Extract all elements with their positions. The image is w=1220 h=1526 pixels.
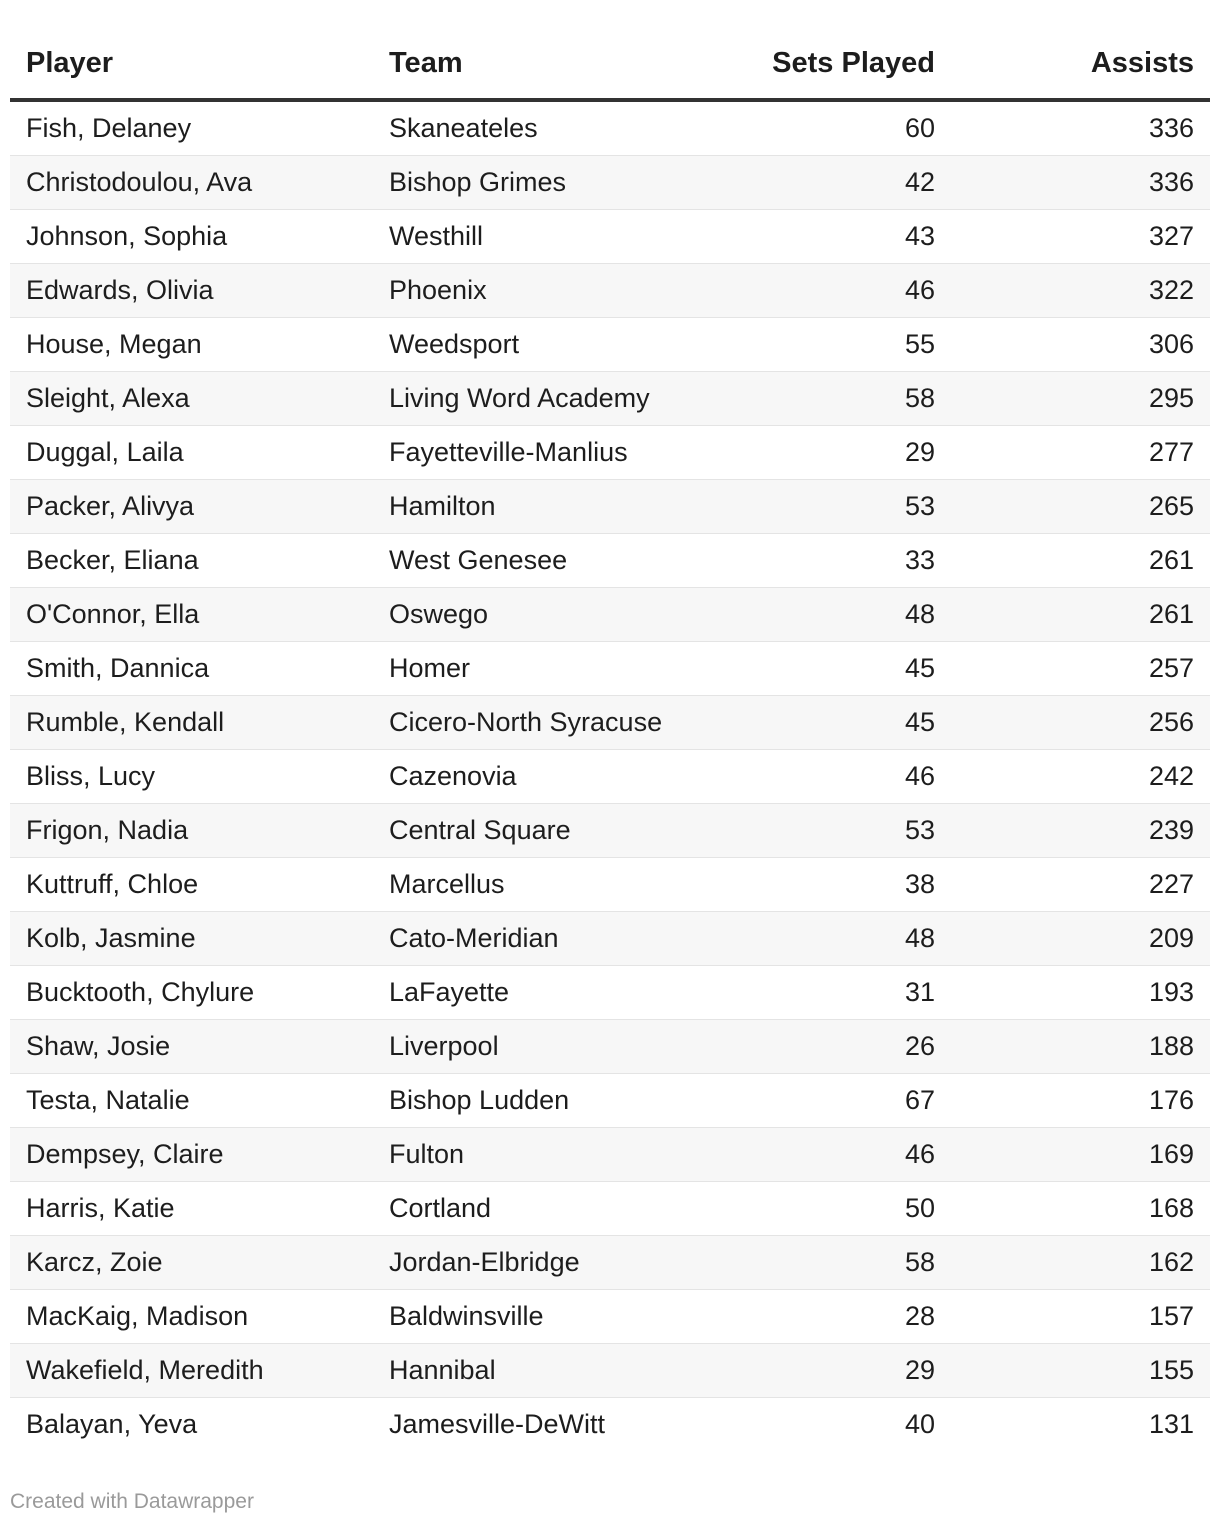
cell-assists: 265 bbox=[951, 480, 1210, 534]
cell-player: Bucktooth, Chylure bbox=[10, 966, 373, 1020]
cell-assists: 327 bbox=[951, 210, 1210, 264]
table-row bbox=[10, 1344, 1210, 1398]
cell-team: Cortland bbox=[373, 1182, 673, 1236]
cell-team: Cato-Meridian bbox=[373, 912, 673, 966]
cell-sets-played: 43 bbox=[673, 210, 951, 264]
table-row bbox=[10, 264, 1210, 318]
cell-sets-played: 60 bbox=[673, 100, 951, 156]
cell-assists: 261 bbox=[951, 534, 1210, 588]
column-header-sets-played[interactable]: Sets Played bbox=[673, 28, 951, 100]
datawrapper-credit[interactable]: Created with Datawrapper bbox=[10, 1490, 254, 1513]
cell-team: LaFayette bbox=[373, 966, 673, 1020]
table-row bbox=[10, 480, 1210, 534]
cell-player: Edwards, Olivia bbox=[10, 264, 373, 318]
table-row bbox=[10, 210, 1210, 264]
cell-player: Becker, Eliana bbox=[10, 534, 373, 588]
cell-team: Bishop Grimes bbox=[373, 156, 673, 210]
cell-player: Duggal, Laila bbox=[10, 426, 373, 480]
cell-team: Marcellus bbox=[373, 858, 673, 912]
cell-team: Cazenovia bbox=[373, 750, 673, 804]
cell-player: Karcz, Zoie bbox=[10, 1236, 373, 1290]
header-row bbox=[10, 28, 1210, 100]
cell-team: West Genesee bbox=[373, 534, 673, 588]
cell-sets-played: 53 bbox=[673, 480, 951, 534]
cell-sets-played: 45 bbox=[673, 696, 951, 750]
cell-player: Fish, Delaney bbox=[10, 100, 373, 156]
table-header bbox=[10, 28, 1210, 100]
cell-player: House, Megan bbox=[10, 318, 373, 372]
cell-sets-played: 33 bbox=[673, 534, 951, 588]
table-row bbox=[10, 426, 1210, 480]
cell-player: Kolb, Jasmine bbox=[10, 912, 373, 966]
cell-assists: 257 bbox=[951, 642, 1210, 696]
cell-player: Balayan, Yeva bbox=[26, 1409, 198, 1439]
cell-sets-played: 29 bbox=[673, 426, 951, 480]
cell-player: Johnson, Sophia bbox=[10, 210, 373, 264]
cell-assists: 322 bbox=[951, 264, 1210, 318]
table-row bbox=[10, 1398, 1210, 1452]
cell-assists: 155 bbox=[951, 1344, 1210, 1398]
cell-assists: 188 bbox=[951, 1020, 1210, 1074]
cell-player: Packer, Alivya bbox=[10, 480, 373, 534]
cell-sets-played: 46 bbox=[673, 264, 951, 318]
cell-assists: 239 bbox=[951, 804, 1210, 858]
cell-assists: 193 bbox=[951, 966, 1210, 1020]
cell-player: Shaw, Josie bbox=[10, 1020, 373, 1074]
table-row bbox=[10, 588, 1210, 642]
table-body bbox=[10, 100, 1210, 1451]
cell-assists: 242 bbox=[951, 750, 1210, 804]
cell-team: Cicero-North Syracuse bbox=[373, 696, 673, 750]
table-row bbox=[10, 100, 1210, 156]
cell-assists: 336 bbox=[951, 156, 1210, 210]
cell-sets-played: 58 bbox=[673, 1236, 951, 1290]
cell-player: Kuttruff, Chloe bbox=[10, 858, 373, 912]
table-row bbox=[10, 1128, 1210, 1182]
column-header-team[interactable]: Team bbox=[373, 28, 673, 100]
cell-team: Hannibal bbox=[373, 1344, 673, 1398]
cell-assists: 277 bbox=[951, 426, 1210, 480]
cell-assists: 295 bbox=[951, 372, 1210, 426]
cell-team: Bishop Ludden bbox=[373, 1074, 673, 1128]
cell-sets-played: 58 bbox=[673, 372, 951, 426]
cell-player: Testa, Natalie bbox=[10, 1074, 373, 1128]
cell-player: Rumble, Kendall bbox=[10, 696, 373, 750]
cell-sets-played: 46 bbox=[673, 1128, 951, 1182]
cell-player: Harris, Katie bbox=[10, 1182, 373, 1236]
cell-player: Dempsey, Claire bbox=[10, 1128, 373, 1182]
cell-sets-played: 55 bbox=[673, 318, 951, 372]
table-row bbox=[10, 804, 1210, 858]
table-row bbox=[10, 534, 1210, 588]
cell-team: Central Square bbox=[373, 804, 673, 858]
table-row bbox=[10, 696, 1210, 750]
cell-assists: 169 bbox=[951, 1128, 1210, 1182]
table-row bbox=[10, 1182, 1210, 1236]
cell-sets-played: 45 bbox=[673, 642, 951, 696]
cell-assists: 131 bbox=[1148, 1409, 1194, 1439]
column-header-player[interactable]: Player bbox=[10, 28, 373, 100]
table-row bbox=[10, 318, 1210, 372]
cell-team: Oswego bbox=[373, 588, 673, 642]
cell-sets-played: 67 bbox=[673, 1074, 951, 1128]
cell-assists: 256 bbox=[951, 696, 1210, 750]
cell-sets-played: 28 bbox=[673, 1290, 951, 1344]
cell-assists: 336 bbox=[951, 100, 1210, 156]
cell-team: Hamilton bbox=[373, 480, 673, 534]
cell-assists: 261 bbox=[951, 588, 1210, 642]
cell-player: Frigon, Nadia bbox=[10, 804, 373, 858]
table-row bbox=[10, 372, 1210, 426]
table-row bbox=[10, 156, 1210, 210]
cell-assists: 306 bbox=[951, 318, 1210, 372]
cell-player: Wakefield, Meredith bbox=[10, 1344, 373, 1398]
cell-assists: 227 bbox=[951, 858, 1210, 912]
cell-assists: 176 bbox=[951, 1074, 1210, 1128]
cell-team: Weedsport bbox=[373, 318, 673, 372]
column-header-assists[interactable]: Assists bbox=[951, 28, 1210, 100]
cell-sets-played: 48 bbox=[673, 588, 951, 642]
cell-assists: 209 bbox=[951, 912, 1210, 966]
stats-table bbox=[10, 28, 1210, 1451]
cell-player: Smith, Dannica bbox=[10, 642, 373, 696]
cell-team: Liverpool bbox=[373, 1020, 673, 1074]
cell-player: Bliss, Lucy bbox=[10, 750, 373, 804]
cell-sets-played: 46 bbox=[673, 750, 951, 804]
table-row bbox=[10, 1236, 1210, 1290]
stats-table-container bbox=[10, 28, 1210, 1451]
cell-sets-played: 26 bbox=[673, 1020, 951, 1074]
cell-player: Christodoulou, Ava bbox=[10, 156, 373, 210]
cell-player: Sleight, Alexa bbox=[10, 372, 373, 426]
cell-assists: 162 bbox=[951, 1236, 1210, 1290]
table-row bbox=[10, 750, 1210, 804]
table-row bbox=[10, 858, 1210, 912]
cell-team: Jordan-Elbridge bbox=[373, 1236, 673, 1290]
cell-assists: 168 bbox=[951, 1182, 1210, 1236]
cell-sets-played: 31 bbox=[673, 966, 951, 1020]
table-row bbox=[10, 1020, 1210, 1074]
table-row bbox=[10, 912, 1210, 966]
cell-sets-played: 40 bbox=[904, 1409, 935, 1439]
cell-sets-played: 53 bbox=[673, 804, 951, 858]
cell-team: Westhill bbox=[373, 210, 673, 264]
cell-team: Fulton bbox=[373, 1128, 673, 1182]
cell-team: Baldwinsville bbox=[373, 1290, 673, 1344]
cell-player: O'Connor, Ella bbox=[10, 588, 373, 642]
table-row bbox=[10, 1074, 1210, 1128]
table-row bbox=[10, 642, 1210, 696]
cell-sets-played: 29 bbox=[673, 1344, 951, 1398]
table-row bbox=[10, 1290, 1210, 1344]
cell-team: Homer bbox=[373, 642, 673, 696]
cell-team: Living Word Academy bbox=[373, 372, 673, 426]
cell-team: Jamesville-DeWitt bbox=[389, 1409, 606, 1439]
cell-sets-played: 48 bbox=[673, 912, 951, 966]
cell-team: Phoenix bbox=[373, 264, 673, 318]
cell-sets-played: 50 bbox=[673, 1182, 951, 1236]
cell-assists: 157 bbox=[951, 1290, 1210, 1344]
cell-player: MacKaig, Madison bbox=[10, 1290, 373, 1344]
cell-team: Skaneateles bbox=[373, 100, 673, 156]
table-row bbox=[10, 966, 1210, 1020]
cell-team: Fayetteville-Manlius bbox=[373, 426, 673, 480]
cell-sets-played: 38 bbox=[673, 858, 951, 912]
cell-sets-played: 42 bbox=[673, 156, 951, 210]
